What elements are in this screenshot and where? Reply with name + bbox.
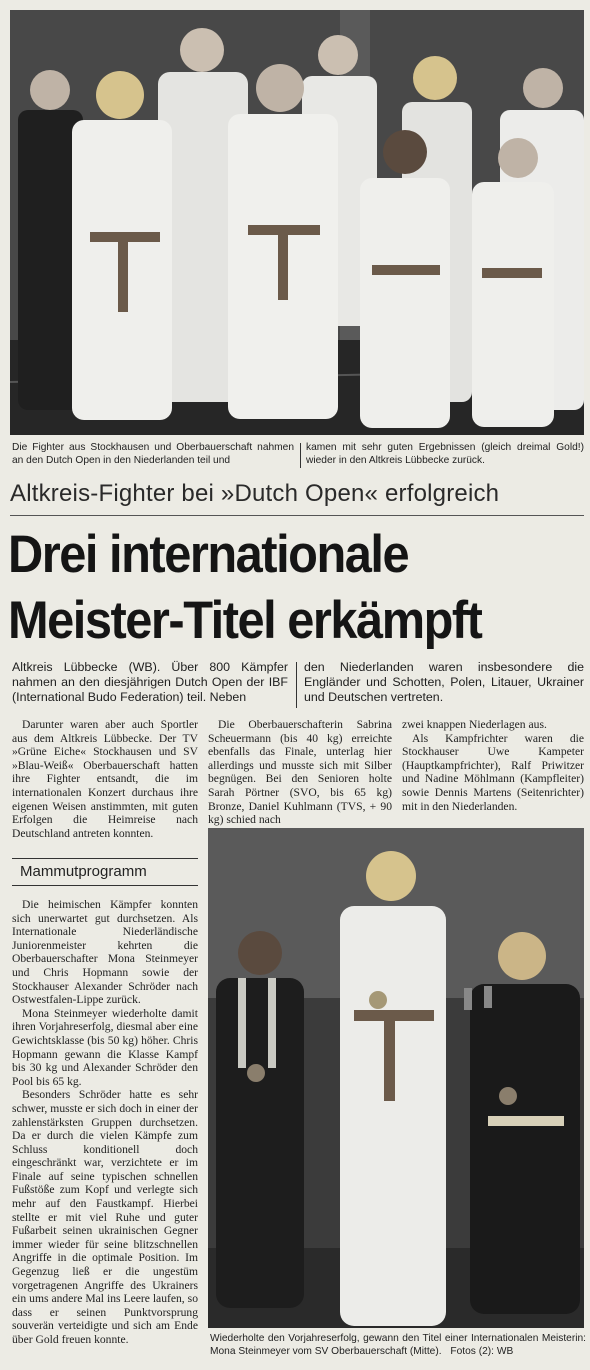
caption-divider — [300, 443, 301, 468]
headline-line-2: Meister-Titel erkämpft — [8, 591, 482, 650]
headline-line-1: Drei internationale — [8, 525, 409, 584]
photo-credit: Fotos (2): WB — [450, 1345, 514, 1357]
lead-right: den Niederlanden waren insbesondere die Engländer und Schotten, Polen, Litauer, Ukrainer und Deutschen vertreten. — [304, 660, 584, 705]
team-photo-illustration — [10, 10, 584, 435]
overline: Altkreis-Fighter bei »Dutch Open« erfolgreich — [10, 480, 500, 507]
col3-paragraph-1: zwei knappen Niederlagen aus. — [402, 718, 547, 731]
col1-bottom — [12, 898, 198, 1347]
subhead-box — [12, 858, 198, 886]
lead-left: Altkreis Lübbecke (WB). Über 800 Kämpfer nahmen an den diesjährigen Dutch Open der IBF (International Budo Federation) teil. Neben — [12, 660, 288, 705]
lead-divider — [296, 662, 297, 708]
team-photo-caption-right: kamen mit sehr guten Ergebnissen (gleich dreimal Gold!) wieder in den Altkreis Lübbecke zurück. — [306, 442, 584, 466]
col2-top-paragraph: Die Oberbauerschafterin Sabrina Scheuermann (bis 40 kg) erreichte ebenfalls das Finale, unterlag hier allerdings und musste sich mit Silber begnügen. Bei den Senioren holte Sarah Pörtner (SVO, bis 65 kg) Bronze, Daniel Kuhlmann (TVS, + 90 kg) schied nach — [208, 718, 392, 827]
col3-top — [402, 718, 584, 813]
team-photo-caption-left: Die Fighter aus Stockhausen und Oberbauerschaft nahmen an den Dutch Open in den Niederlanden teil und — [12, 442, 294, 466]
medal-caption-text: Wiederholte den Vorjahreserfolg, gewann den Titel einer Internationalen Meisterin: Mona Steinmeyer vom SV Oberbauerschaft (Mitte). — [210, 1333, 586, 1357]
subhead: Mammutprogramm — [20, 863, 147, 880]
col1-top-paragraph: Darunter waren aber auch Sportler aus dem Altkreis Lübbecke. Der TV »Grüne Eiche« Stockhausen und SV »Blau-Weiß« Oberbauerschaft hatten ihre Fighter entsandt, die im internationalen Konzert durchaus ihre eigenen Weisen anstimmten, mit guten Erfolgen die Heimreise nach Deutschland antreten konnten. — [12, 718, 198, 840]
medal-photo-caption — [210, 1333, 586, 1358]
col1-paragraph-3: Besonders Schröder hatte es sehr schwer, musste er sich doch in einer der zahlenstärksten Gruppen durchsetzen. Da er durch die vielen Kämpfe zum Schluss konditionell doch eingeschränkt war, verzichtete er im Finale auf seine typischen schnellen Fußstöße zum Kopf und verlegte sich mehr auf den Faustkampf. Hierbei stellte er mit viel Ruhe und guter Fußarbeit seinen ukrainischen Gegner immer wieder für seine blitzschnellen Angriffe in die optimale Position. Im Gegenzug ließ er die ungestüm vorgetragenen Angriffe des Ukrainers ein ums andere Mal ins Leere laufen, so dass er seinen Punktvorsprung souverän verteidigte und sich am Ende über Gold freuen konnte. — [12, 1088, 198, 1346]
team-photo — [10, 10, 584, 435]
medal-photo — [208, 828, 584, 1328]
overline-rule — [10, 515, 584, 516]
col1-paragraph-2: Mona Steinmeyer wiederholte damit ihren Vorjahreserfolg, diesmal aber eine Gewichtsklasse (bis 50 kg) höher. Chris Hopmann gewann die Klasse Kampf bis 30 kg und Alexander Schröder den Pool bis 65 kg. — [12, 1006, 198, 1088]
col3-paragraph-2: Als Kampfrichter waren die Stockhauser Uwe Kampeter (Hauptkampfrichter), Ralf Priwitzer und Nadine Möhlmann (Kampfleiter) sowie Dennis Martens (Seitenrichter) mit in den Niederlanden. — [402, 731, 584, 813]
col1-paragraph-1: Die heimischen Kämpfer konnten sich unerwartet gut durchsetzen. Als Internationale Niederländische Juniorenmeister kehrten die Oberbauerschafter Mona Steinmeyer und Chris Hopmann sowie der Stockhauser Alexander Schröder nach Ostwestfalen-Lippe zurück. — [12, 898, 198, 1007]
medal-photo-illustration — [208, 828, 584, 1328]
